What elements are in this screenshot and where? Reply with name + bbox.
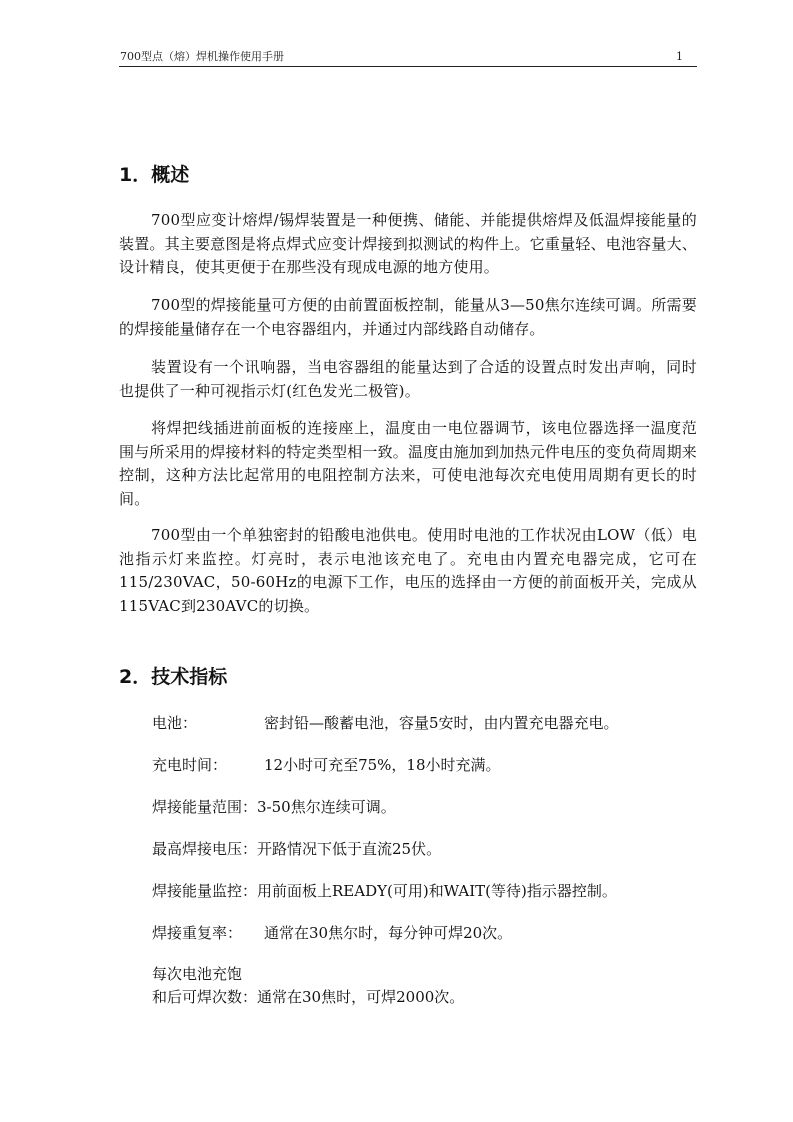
spec-label: 焊接能量监控：: [152, 882, 258, 900]
spec-value: 通常在30焦尔时，每分钟可焊20次。: [264, 924, 513, 942]
page-number: 1: [676, 50, 683, 63]
spec-label-line1: 每次电池充饱: [152, 965, 243, 983]
spec-value: 用前面板上READY(可用)和WAIT(等待)指示器控制。: [257, 882, 617, 900]
spec-value: 通常在30焦时，可焊2000次。: [257, 988, 465, 1006]
overview-paragraph-2: 700型的焊接能量可方便的由前置面板控制，能量从3—50焦尔连续可调。所需要的焊接能量储存在一个电容器组内，并通过内部线路自动储存。: [119, 296, 697, 338]
header-title: 700型点（熔）焊机操作使用手册: [120, 50, 284, 63]
spec-label: 最高焊接电压：: [152, 840, 258, 858]
spec-row-battery: [152, 712, 697, 735]
spec-label: 充电时间：: [152, 756, 228, 774]
overview-paragraph-4: 将焊把线插进前面板的连接座上，温度由一电位器调节，该电位器选择一温度范围与所采用的焊接材料的特定类型相一致。温度由施加到加热元件电压的变负荷周期来控制，这种方法比起常用的电阻控制方法来，可使电池每次充电使用周期有更长的时间。: [119, 419, 697, 508]
section-heading-overview: 1．概述: [119, 164, 190, 186]
page-header: [119, 50, 697, 67]
spec-row-welds-per-charge: [152, 963, 697, 1009]
section-heading-specs: 2．技术指标: [119, 666, 228, 688]
spec-value: 开路情况下低于直流25伏。: [257, 840, 442, 858]
spec-value: 密封铅—酸蓄电池，容量5安时，由内置充电器充电。: [264, 714, 619, 732]
spec-row-max-voltage: [152, 838, 697, 861]
overview-paragraph-1: 700型应变计熔焊/锡焊装置是一种便携、储能、并能提供熔焊及低温焊接能量的装置。其主要意图是将点焊式应变计焊接到拟测试的构件上。它重量轻、电池容量大、设计精良，使其更便于在那些没有现成电源的地方使用。: [119, 211, 697, 276]
overview-paragraph-5: 700型由一个单独密封的铅酸电池供电。使用时电池的工作状况由LOW（低）电池指示灯来监控。灯亮时，表示电池该充电了。充电由内置充电器完成，它可在115/230VAC，50-60Hz的电源下工作，电压的选择由一方便的前面板开关，完成从115VAC到230AVC的切换。: [119, 526, 697, 615]
spec-row-energy-range: [152, 796, 697, 819]
spec-value: 12小时可充至75%，18小时充满。: [264, 756, 501, 774]
spec-label: 电池：: [152, 714, 198, 732]
spec-label: 焊接能量范围：: [152, 798, 258, 816]
spec-label: 和后可焊次数：: [152, 988, 258, 1006]
spec-row-repeat-rate: [152, 922, 697, 945]
overview-paragraph-3: 装置设有一个讯响器，当电容器组的能量达到了合适的设置点时发出声响，同时也提供了一种可视指示灯(红色发光二极管)。: [119, 358, 697, 400]
spec-value: 3-50焦尔连续可调。: [257, 798, 396, 816]
spec-row-energy-monitor: [152, 880, 697, 903]
spec-label: 焊接重复率：: [152, 924, 243, 942]
spec-row-charge-time: [152, 754, 697, 777]
